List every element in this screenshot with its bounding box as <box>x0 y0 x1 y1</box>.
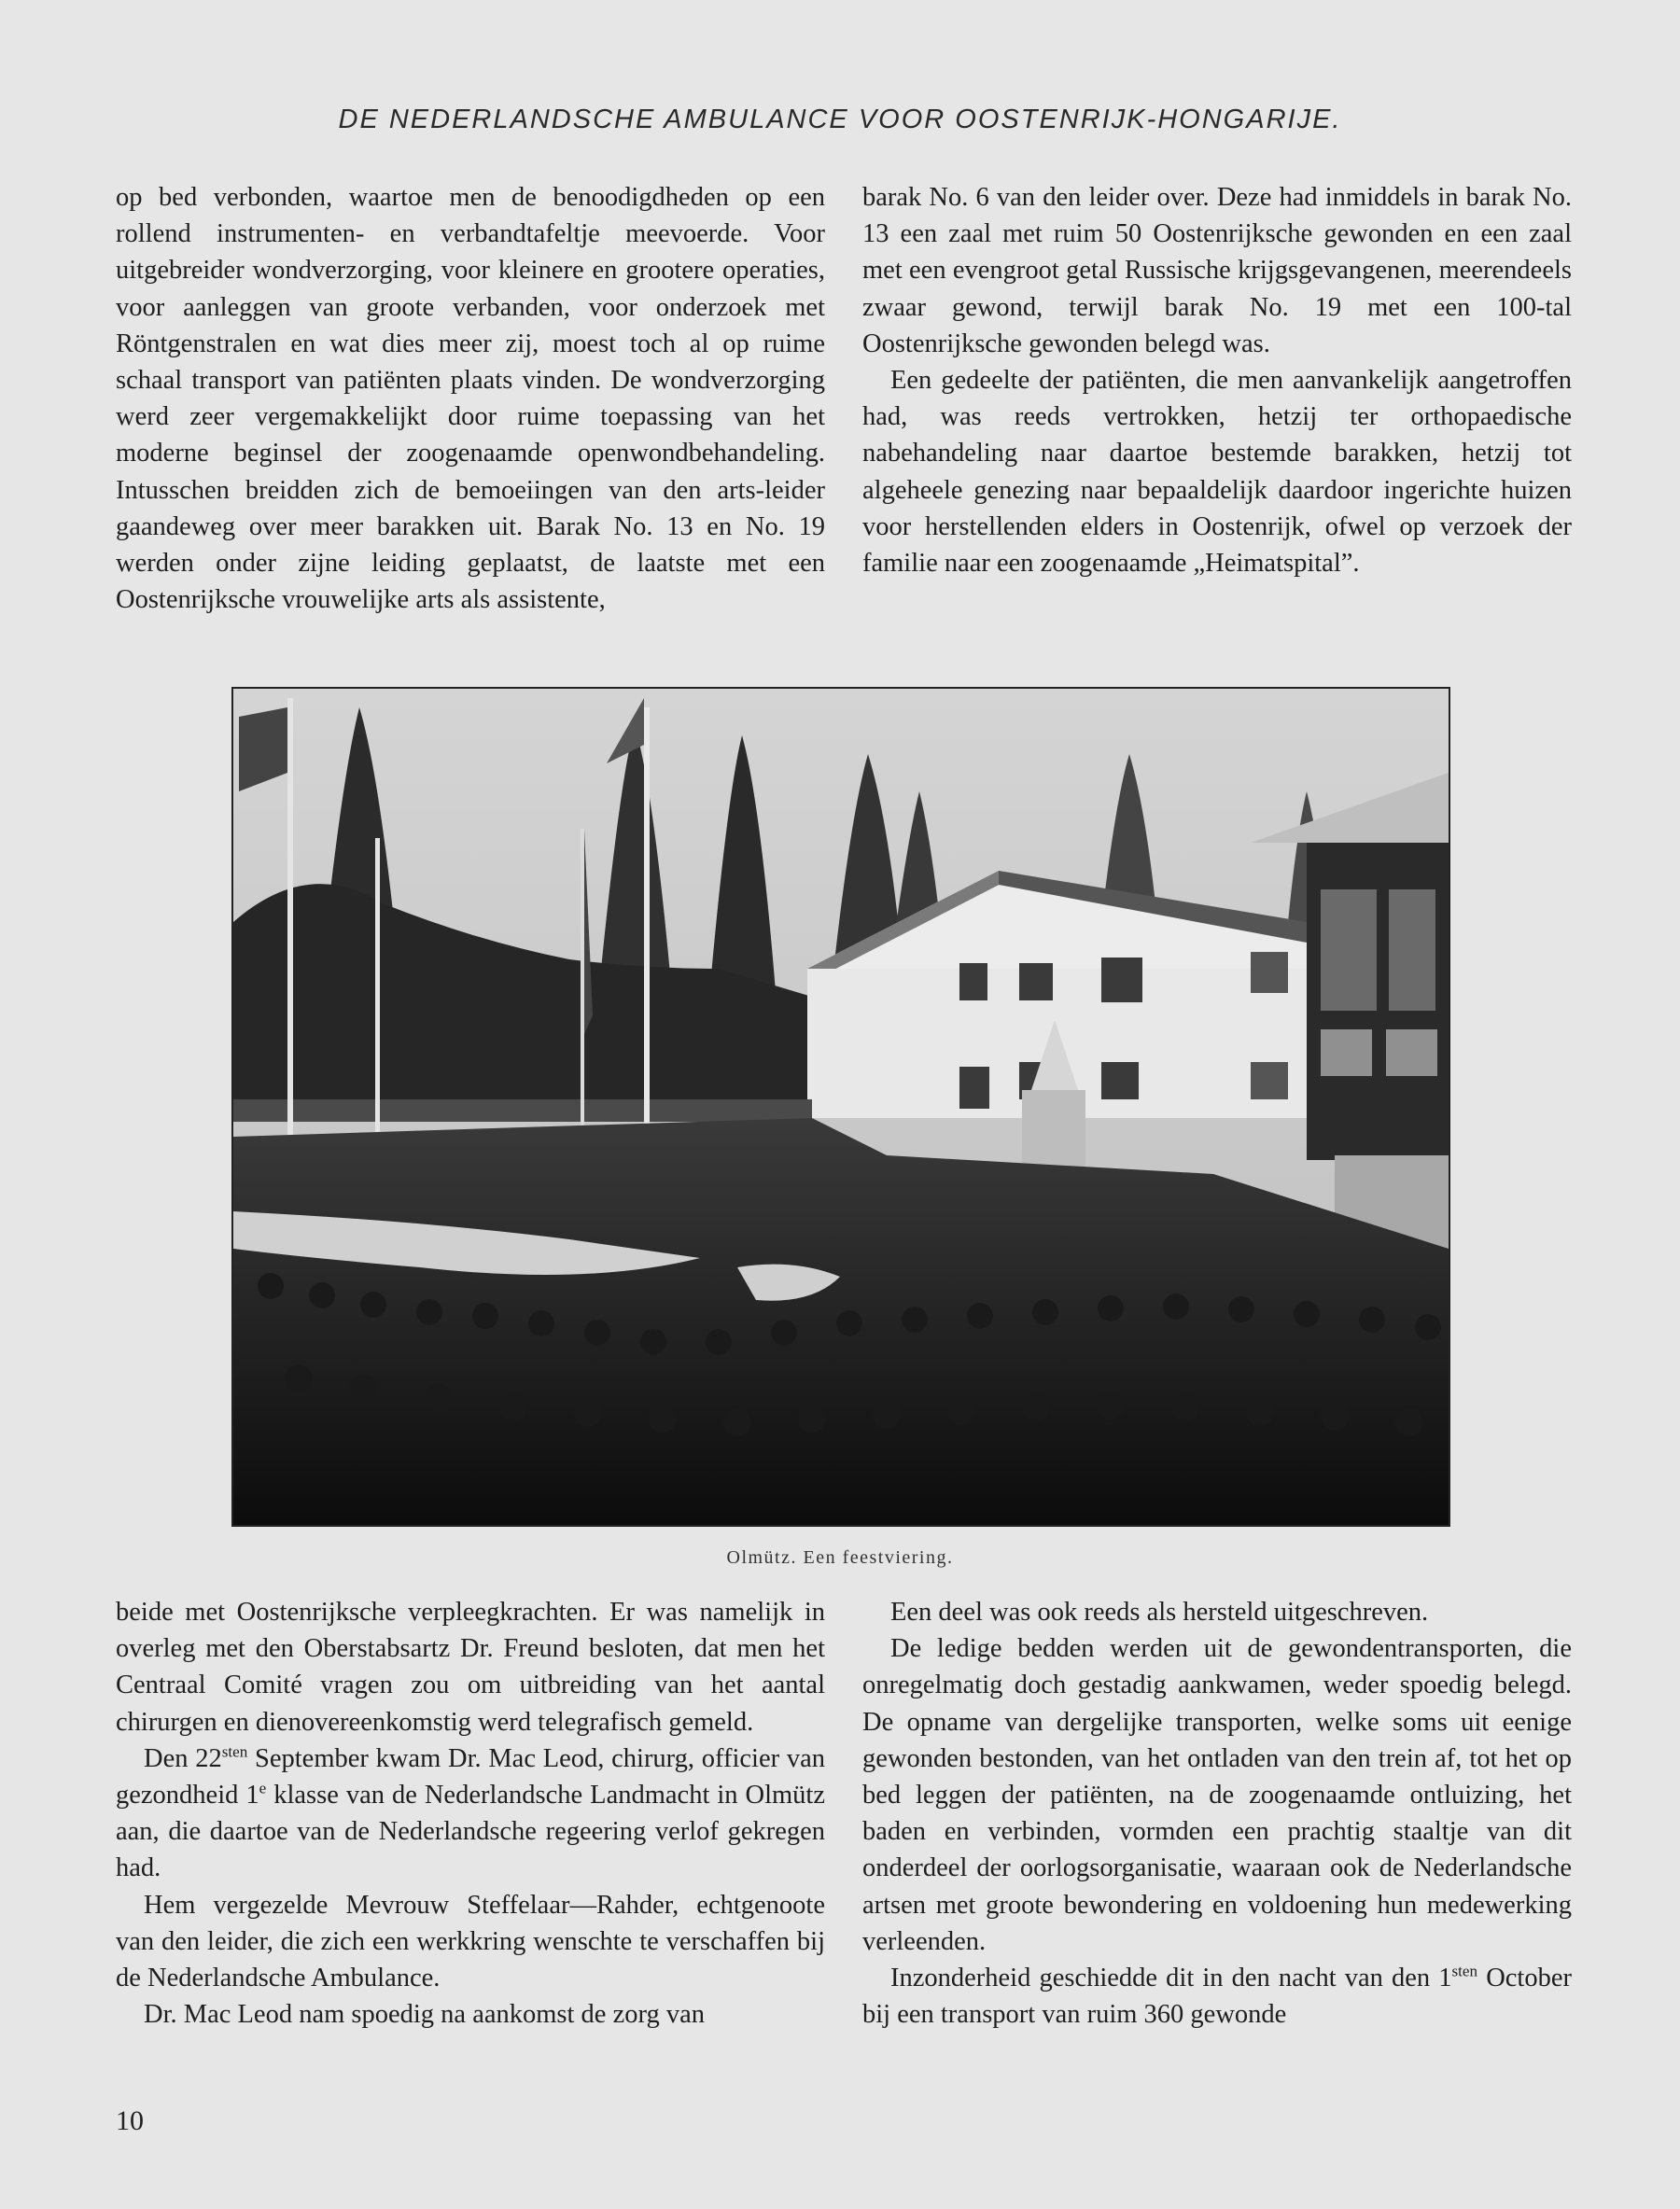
running-header: DE NEDERLANDSCHE AMBULANCE VOOR OOSTENRIJK-HONGARIJE. <box>338 105 1342 134</box>
photograph-ceremony <box>231 687 1450 1527</box>
page-number: 10 <box>116 2105 144 2136</box>
text-column-bottom-right <box>862 1594 1572 2033</box>
text-span: Den 22 <box>144 1743 222 1773</box>
figure-caption: Olmütz. Een feestviering. <box>726 1547 954 1568</box>
photo-illustration <box>233 689 1449 1525</box>
paragraph: barak No. 6 van den leider over. Deze had inmiddels in barak No. 13 een zaal met ruim 50 Oostenrijksche gewonden en een zaal met een evengroot getal Russische krijgsgevangenen, meerendeels zwaar gewond, terwijl barak No. 19 met een 100-tal Oostenrijksche gewonden belegd was. <box>862 183 1572 358</box>
paragraph <box>862 1960 1572 2033</box>
paragraph: Hem vergezelde Mevrouw Steffelaar—Rahder, echtgenoote van den leider, die zich een werkkring wenschte te verschaffen bij de Nederlandsche Ambulance. <box>116 1890 825 1993</box>
paragraph: op bed verbonden, waartoe men de benoodigdheden op een rollend instrumenten- en verbandtafeltje meevoerde. Voor uitgebreider wondverzorging, voor kleinere en grootere operaties, voor aanleggen van groote verbanden, voor onderzoek met Röntgenstralen en wat dies meer zij, moest toch al op ruime schaal transport van patiënten plaats vinden. De wondverzorging werd zeer vergemakkelijkt door ruime toepassing van het moderne beginsel der zoogenaamde openwondbehandeling. Intusschen breidden zich de bemoeiingen van den arts-leider gaandeweg over meer barakken uit. Barak No. 13 en No. 19 werden onder zijne leiding geplaatst, de laatste met een Oostenrijksche vrouwelijke arts als assistente, <box>116 183 825 615</box>
text-column-bottom-left <box>116 1594 825 2033</box>
paragraph: De ledige bedden werden uit de gewondentransporten, die onregelmatig doch gestadig aankwamen, weder spoedig belegd. De opname van dergelijke transporten, welke soms uit eenige gewonden bestonden, van het ontladen van den trein af, tot het op bed leggen der patiënten, na de zoogenaamde ontluizing, het baden en verbinden, vormden een prachtig staaltje van dit onderdeel der oorlogsorganisatie, waaraan ook de Nederlandsche artsen met groote bewondering en voldoening hun medewerking verleenden. <box>862 1634 1572 1956</box>
paragraph: beide met Oostenrijksche verpleegkrachten. Er was namelijk in overleg met den Oberstabsartz Dr. Freund besloten, dat men het Centraal Comité vragen zou om uitbreiding van het aantal chirurgen en dienovereenkomstig werd telegrafisch gemeld. <box>116 1598 825 1737</box>
text-column-top-right <box>862 179 1572 581</box>
text-span: October bij een transport van ruim 360 gewonde <box>862 1964 1572 2030</box>
superscript: sten <box>1451 1962 1478 1980</box>
superscript: sten <box>221 1742 248 1761</box>
text-span: Inzonderheid geschiedde dit in den nacht van den 1 <box>890 1964 1452 1993</box>
paragraph <box>116 1741 825 1887</box>
text-span: klasse van de Nederlandsche Landmacht in Olmütz aan, die daartoe van de Nederlandsche regeering verlof gekregen had. <box>116 1781 825 1883</box>
text-span: September kwam Dr. Mac Leod, chirurg, officier van gezondheid 1 <box>116 1743 825 1811</box>
paragraph: Een deel was ook reeds als hersteld uitgeschreven. <box>890 1598 1429 1627</box>
paragraph: Een gedeelte der patiënten, die men aanvankelijk aangetroffen had, was reeds vertrokken, hetzij ter orthopaedische nabehandeling naar daartoe bestemde barakken, hetzij tot algeheele genezing naar bepaaldelijk daardoor ingerichte huizen voor herstellenden elders in Oostenrijk, ofwel op verzoek der familie naar een zoogenaamde „Heimatspital”. <box>862 366 1572 579</box>
superscript: e <box>259 1779 267 1797</box>
paragraph: Dr. Mac Leod nam spoedig na aankomst de zorg van <box>144 2000 705 2030</box>
text-column-top-left <box>116 179 825 618</box>
